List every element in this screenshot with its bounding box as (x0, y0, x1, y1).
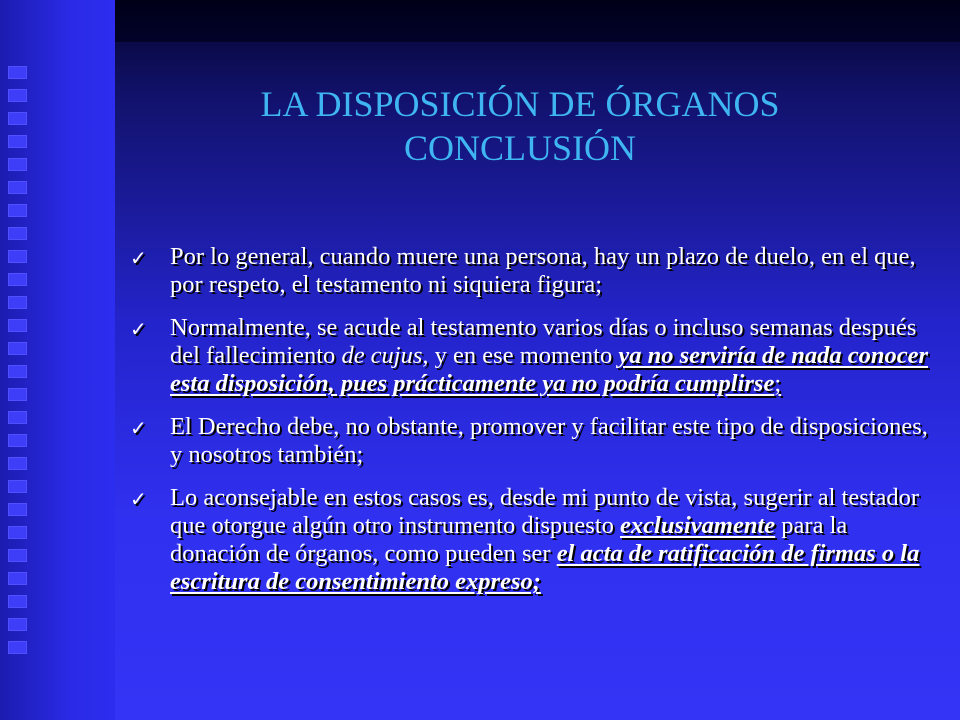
decorative-square (8, 411, 27, 424)
decorative-square (8, 112, 27, 125)
decorative-square (8, 66, 27, 79)
slide-title (170, 82, 870, 170)
bullet-item (130, 314, 935, 398)
emphasized-text: el acta de ratificación de firmas o la escritura de consentimiento expreso; (170, 540, 920, 595)
bullet-text: Lo aconsejable en estos casos es, desde mi punto de vista, sugerir al testador que otorgue algún otro instrumento dispuesto exclusivamente para la donación de órganos, como pueden ser el acta de ratificación de firmas o la escritura de consentimiento expreso; (170, 484, 920, 595)
emphasized-text: ya no serviría de nada conocer esta disposición, pues prácticamente ya no podría cumplirse (170, 342, 928, 397)
checkmark-icon: ✓ (130, 317, 147, 341)
bullet-text: El Derecho debe, no obstante, promover y facilitar este tipo de disposiciones, y nosotros también; (170, 413, 928, 468)
decorative-square (8, 273, 27, 286)
decorative-square (8, 503, 27, 516)
bullet-text: Por lo general, cuando muere una persona, hay un plazo de duelo, en el que, por respeto, el testamento ni siquiera figura; (170, 243, 916, 298)
decorative-square (8, 365, 27, 378)
decorative-square (8, 572, 27, 585)
decorative-square (8, 618, 27, 631)
decorative-square (8, 135, 27, 148)
bullet-item (130, 413, 935, 469)
decorative-square (8, 296, 27, 309)
decorative-square (8, 342, 27, 355)
decorative-square (8, 457, 27, 470)
left-decorative-strip (0, 0, 115, 720)
bullet-item (130, 484, 935, 596)
decorative-square (8, 89, 27, 102)
decorative-square (8, 595, 27, 608)
decorative-square (8, 181, 27, 194)
decorative-square (8, 158, 27, 171)
decorative-square (8, 480, 27, 493)
decorative-square (8, 388, 27, 401)
top-dark-band (115, 0, 960, 42)
decorative-square (8, 434, 27, 447)
decorative-square (8, 204, 27, 217)
title-line-1: LA DISPOSICIÓN DE ÓRGANOS (260, 84, 780, 124)
decorative-square (8, 227, 27, 240)
checkmark-icon: ✓ (130, 246, 147, 270)
decorative-square (8, 549, 27, 562)
bullet-item (130, 243, 935, 299)
bullet-list (130, 243, 935, 611)
checkmark-icon: ✓ (130, 487, 147, 511)
decorative-square (8, 319, 27, 332)
italic-term: de cujus, (341, 342, 429, 369)
decorative-square (8, 641, 27, 654)
emphasized-text: exclusivamente (620, 512, 776, 539)
title-line-2: CONCLUSIÓN (403, 128, 636, 168)
decorative-square (8, 250, 27, 263)
checkmark-icon: ✓ (130, 416, 147, 440)
bullet-text: Normalmente, se acude al testamento varios días o incluso semanas después del fallecimiento de cujus, y en ese momento ya no serviría de nada conocer esta disposición, pues prácticamente ya no podría cumplirse; (170, 314, 928, 397)
decorative-square (8, 526, 27, 539)
